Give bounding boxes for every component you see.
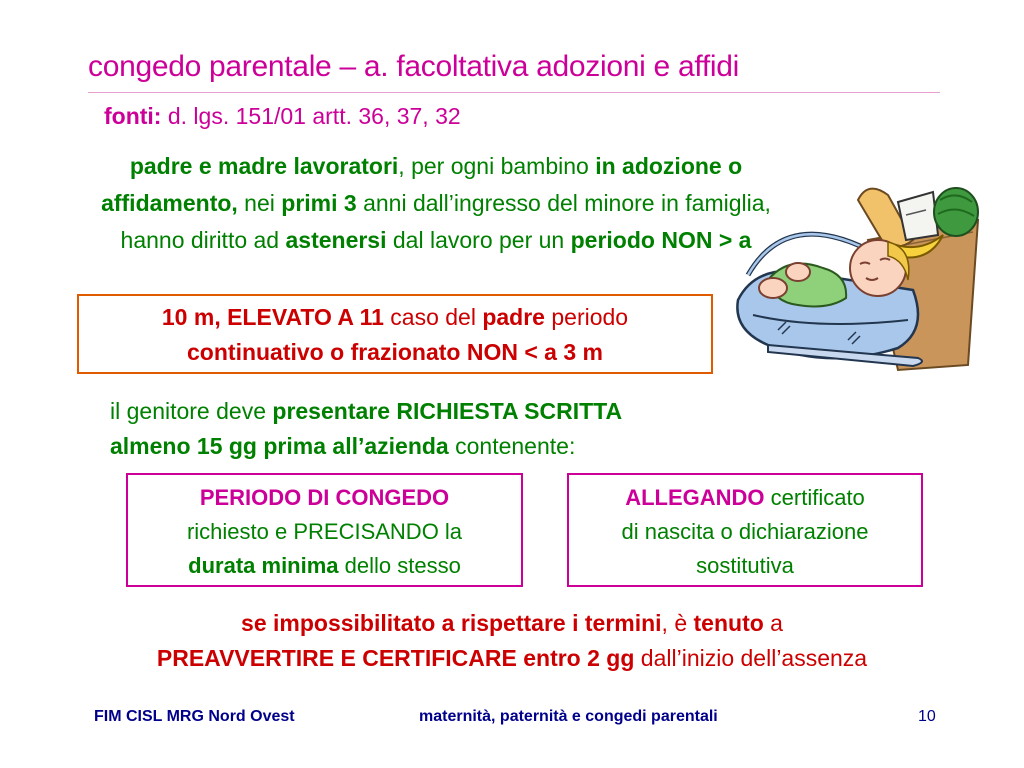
page-number: 10: [918, 708, 936, 725]
duration-part-2: caso del: [383, 304, 483, 330]
sources-text: d. lgs. 151/01 artt. 36, 37, 32: [161, 103, 461, 129]
leave-period-part-4: dello stesso: [338, 553, 461, 578]
leave-period-part-2: richiesto e PRECISANDO la: [186, 519, 463, 544]
duration-part-1: 10 m, ELEVATO A 11: [161, 304, 384, 330]
slide-title: congedo parentale – a. facoltativa adozioni e affidi: [88, 50, 739, 83]
footer-topic: maternità, paternità e congedi parentali: [419, 708, 718, 725]
request-paragraph: [110, 394, 790, 464]
leave-period-part-3: durata minima: [188, 553, 339, 578]
intro-part-7: astenersi: [285, 227, 387, 253]
leave-period-part-1: PERIODO DI CONGEDO: [199, 485, 450, 510]
notice-part-4: a: [763, 610, 783, 636]
sources-line: [104, 103, 461, 130]
intro-part-6: anni dall’ingresso del minore in famiglia, hanno diritto ad: [120, 190, 771, 253]
notice-paragraph: [0, 606, 1024, 676]
intro-part-3: in adozione o affidamento,: [101, 153, 743, 216]
sources-label: fonti:: [104, 103, 162, 129]
attachment-part-4: sostitutiva: [696, 553, 794, 578]
footer-organization: FIM CISL MRG Nord Ovest: [94, 708, 295, 725]
title-divider: [88, 92, 940, 93]
notice-part-2: , è: [661, 610, 694, 636]
request-part-1: il genitore deve: [110, 398, 273, 424]
notice-part-1: se impossibilitato a rispettare i termini: [241, 610, 662, 636]
intro-part-9: periodo NON > a: [570, 227, 752, 253]
duration-box: [77, 294, 713, 374]
intro-part-2: , per ogni bambino: [398, 153, 596, 179]
notice-part-5: PREAVVERTIRE E CERTIFICARE entro 2 gg: [156, 645, 635, 671]
attachment-part-1: ALLEGANDO: [625, 485, 765, 510]
request-part-3: almeno 15 gg prima all’azienda: [110, 433, 449, 459]
attachment-part-3: di nascita o dichiarazione: [621, 519, 869, 544]
intro-part-1: padre e madre lavoratori: [129, 153, 399, 179]
notice-part-6: dall’inizio dell’assenza: [634, 645, 868, 671]
duration-part-4: periodo: [544, 304, 629, 330]
intro-paragraph: [96, 148, 776, 259]
intro-part-8: dal lavoro per un: [386, 227, 571, 253]
request-part-4: contenente:: [448, 433, 576, 459]
duration-part-3: padre: [482, 304, 545, 330]
duration-part-5: continuativo o frazionato NON < a 3 m: [187, 339, 603, 365]
intro-part-5: primi 3: [281, 190, 357, 216]
request-part-2: presentare RICHIESTA SCRITTA: [272, 398, 623, 424]
leave-period-box: [126, 473, 523, 587]
notice-part-3: tenuto: [693, 610, 764, 636]
baby-carrier-illustration: [728, 180, 986, 380]
attachment-box: [567, 473, 923, 587]
intro-part-4: nei: [237, 190, 282, 216]
attachment-part-2: certificato: [764, 485, 865, 510]
